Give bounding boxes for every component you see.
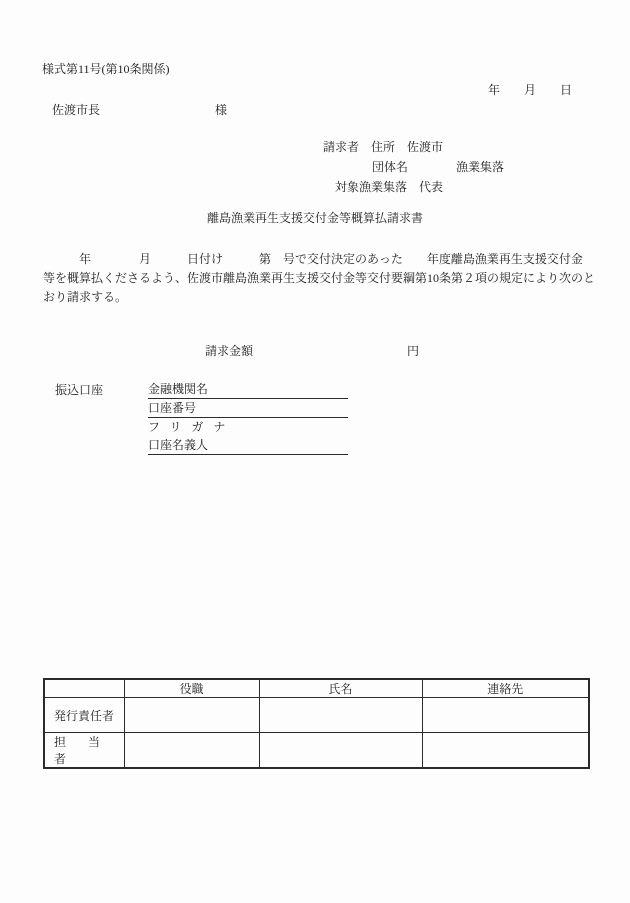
bank-field-account-holder: 口座名義人 <box>148 436 348 455</box>
bank-field-furigana: フリガナ <box>148 420 236 434</box>
form-number: 様式第11号(第10条関係) <box>42 62 170 76</box>
header-blank <box>44 679 124 698</box>
body-paragraph-line-1: 年 月 日付け 第 号で交付決定のあった 年度離島漁業再生支援交付金 <box>43 252 583 266</box>
requester-organization-line: 団体名 漁業集落 <box>372 160 505 174</box>
amount-label: 請求金額 <box>205 344 254 358</box>
addressee-honorific: 様 <box>215 103 228 117</box>
row-label-staff: 担 当 者 <box>44 733 124 769</box>
requester-address-line: 請求者 住所 佐渡市 <box>323 140 444 154</box>
officials-table <box>43 678 590 769</box>
amount-unit-yen: 円 <box>407 344 420 358</box>
bank-account-fields <box>148 380 348 455</box>
table-row-staff <box>44 733 589 769</box>
table-cell-role <box>124 733 259 769</box>
document-title: 離島漁業再生支援交付金等概算払請求書 <box>206 211 423 225</box>
bank-field-account-number: 口座番号 <box>148 399 348 418</box>
table-cell-contact <box>422 698 589 733</box>
addressee-name: 佐渡市長 <box>52 103 101 117</box>
bank-account-label: 振込口座 <box>55 383 104 397</box>
header-role: 役職 <box>124 679 259 698</box>
requester-community-line: 対象漁業集落 代表 <box>335 180 444 194</box>
row-label-issuing-officer: 発行責任者 <box>44 698 124 733</box>
table-cell-name <box>259 733 422 769</box>
table-cell-role <box>124 698 259 733</box>
table-cell-name <box>259 698 422 733</box>
header-contact: 連絡先 <box>422 679 589 698</box>
table-header-row <box>44 679 589 698</box>
bank-field-institution: 金融機関名 <box>148 380 348 399</box>
body-paragraph-line-2: 等を概算払くださるよう、佐渡市離島漁業再生支援交付金等交付要綱第10条第２項の規定により次のと <box>43 271 596 285</box>
header-name: 氏名 <box>259 679 422 698</box>
date-line: 年 月 日 <box>488 83 573 97</box>
table-cell-contact <box>422 733 589 769</box>
table-row-issuing-officer <box>44 698 589 733</box>
body-paragraph-line-3: おり請求する。 <box>43 290 128 304</box>
